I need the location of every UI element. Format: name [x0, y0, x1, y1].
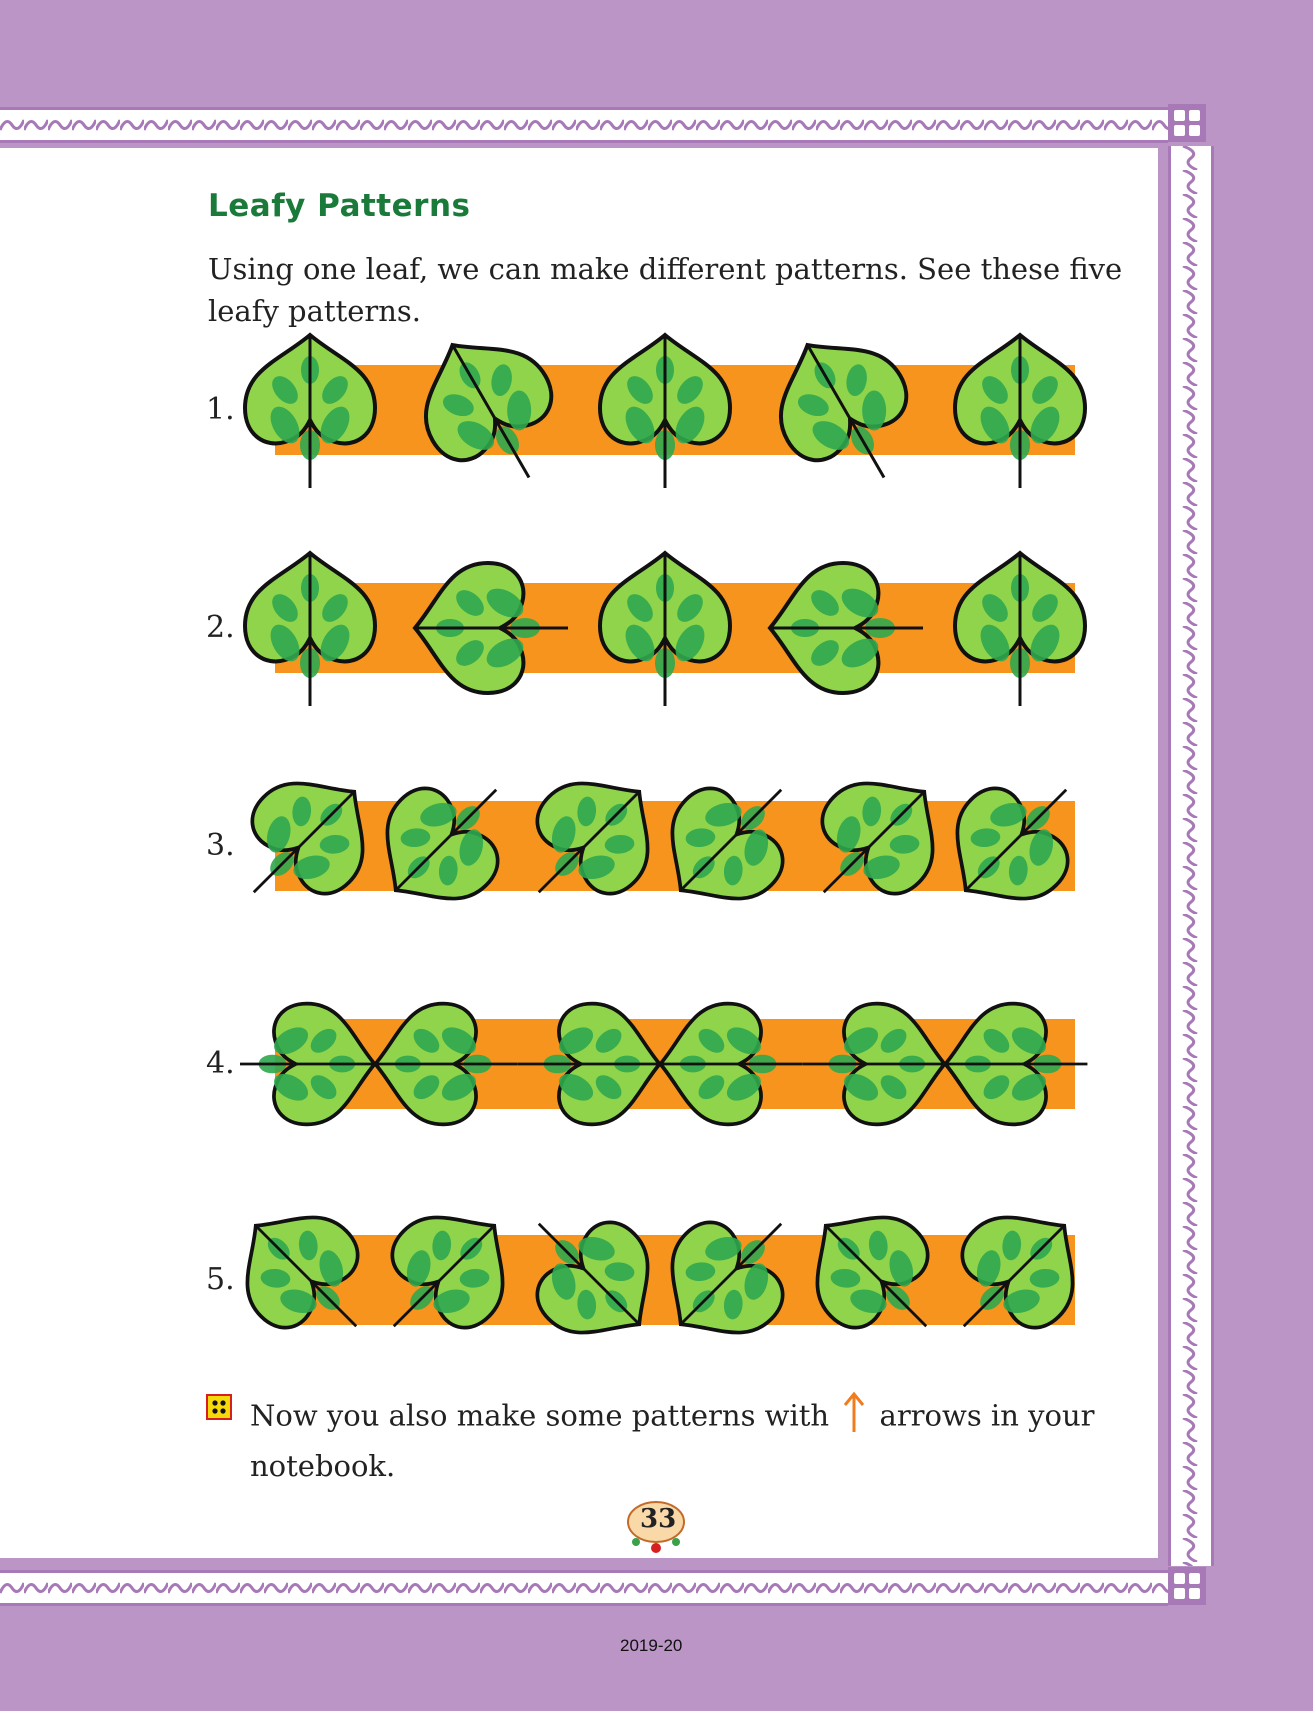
leaf-sequence: [240, 1200, 1110, 1360]
leaf-icon: [415, 563, 568, 693]
leaf-sequence: [240, 330, 1110, 490]
leaf-icon: [351, 1200, 537, 1360]
activity-text: [250, 1390, 1130, 1487]
page-number-badge: [622, 1496, 690, 1556]
pattern-row-2: [0, 548, 1158, 708]
leaf-icon: [660, 1004, 802, 1125]
leaf-icon: [496, 766, 682, 926]
page-number: 33: [640, 1504, 677, 1534]
leaf-icon: [770, 563, 923, 693]
leaf-icon: [353, 766, 539, 926]
leaf-icon: [638, 1200, 824, 1360]
pattern-number: 2.: [206, 610, 235, 645]
footer-year: 2019-20: [620, 1636, 683, 1655]
pattern-number: 4.: [206, 1046, 235, 1081]
leaf-icon: [245, 335, 375, 488]
leaf-icon: [803, 1004, 945, 1125]
leaf-icon: [923, 766, 1109, 926]
leaf-sequence: [240, 766, 1110, 926]
pattern-number: 5.: [206, 1262, 235, 1297]
border-corner-icon: [1168, 104, 1206, 142]
leaf-icon: [240, 1004, 375, 1125]
pattern-number: 1.: [206, 392, 235, 427]
leaf-icon: [600, 335, 730, 488]
leaf-icon: [945, 1004, 1087, 1125]
leaf-icon: [955, 335, 1085, 488]
leaf-icon: [375, 1004, 517, 1125]
leaf-icon: [396, 330, 585, 490]
decorative-border-right: [1168, 146, 1214, 1566]
leaf-sequence: [240, 548, 1110, 708]
leaf-icon: [783, 1200, 969, 1360]
leaf-icon: [751, 330, 940, 490]
up-arrow-icon: [842, 1390, 866, 1445]
pattern-row-5: [0, 1200, 1158, 1360]
rope-border-icon: [1171, 146, 1211, 1566]
activity-bullet-icon: [206, 1394, 232, 1420]
leaf-icon: [240, 766, 397, 926]
section-title: Leafy Patterns: [208, 188, 471, 224]
pattern-row-3: [0, 766, 1158, 926]
rope-border-icon: [0, 110, 1168, 140]
pattern-number: 3.: [206, 828, 235, 863]
leaf-icon: [781, 766, 967, 926]
leaf-icon: [921, 1200, 1107, 1360]
leaf-icon: [955, 553, 1085, 706]
activity-text-after: arrows in your notebook.: [250, 1398, 1095, 1483]
decorative-border-bottom: [0, 1570, 1168, 1606]
leaf-icon: [245, 553, 375, 706]
leaf-icon: [240, 1200, 399, 1360]
leaf-icon: [496, 1200, 682, 1360]
leaf-icon: [638, 766, 824, 926]
pattern-row-4: [0, 984, 1158, 1144]
leaf-icon: [600, 553, 730, 706]
leaf-icon: [518, 1004, 660, 1125]
pattern-row-1: [0, 330, 1158, 490]
activity-text-before: Now you also make some patterns with: [250, 1398, 830, 1433]
rope-border-icon: [0, 1573, 1168, 1603]
border-corner-icon: [1168, 1567, 1206, 1605]
decorative-border-top: [0, 107, 1168, 143]
intro-paragraph: Using one leaf, we can make different patterns. See these five leafy patterns.: [208, 252, 1123, 328]
leaf-sequence: [240, 984, 1110, 1144]
